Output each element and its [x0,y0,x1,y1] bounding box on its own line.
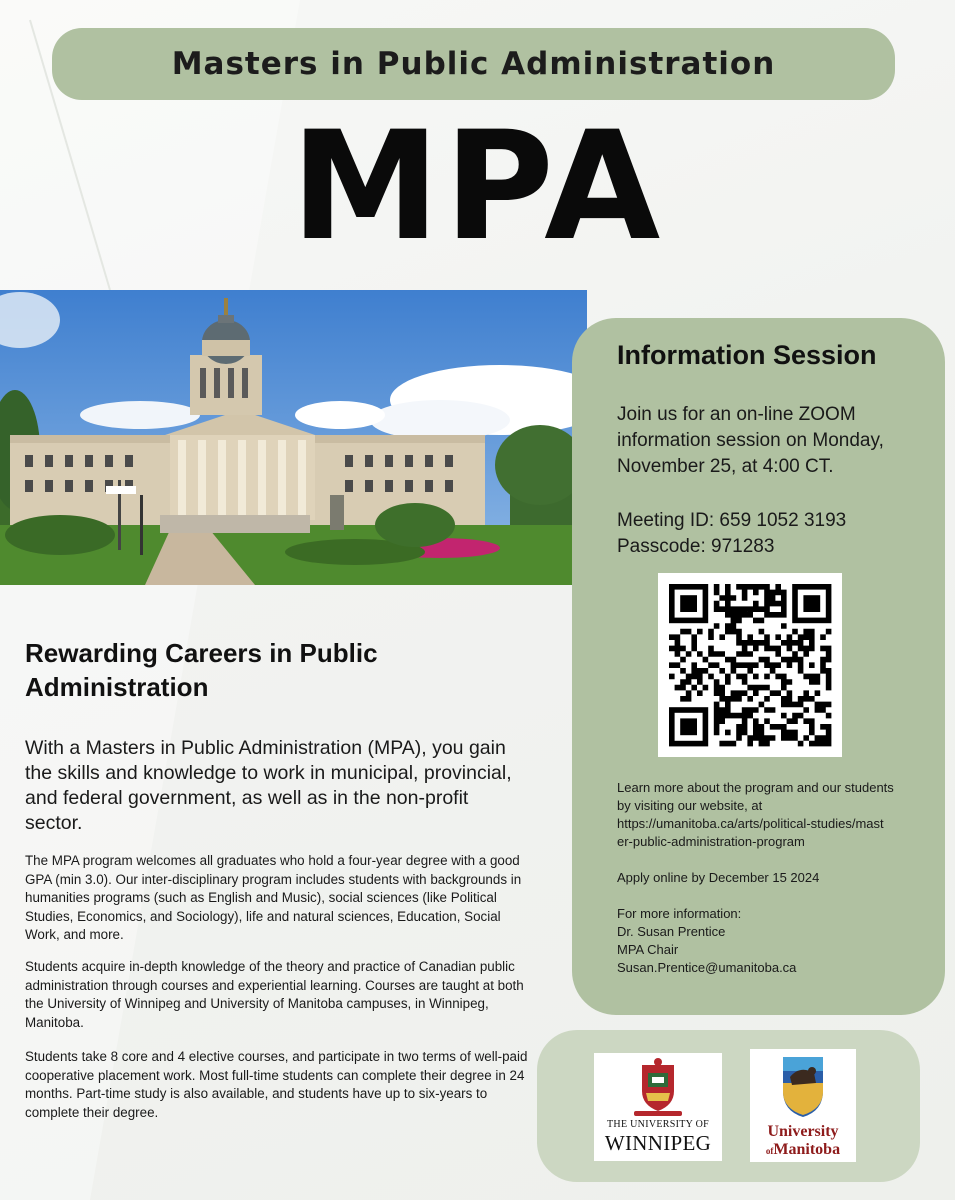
info-contact-block [617,779,942,977]
qr-code[interactable] [658,573,842,757]
manitoba-bison-icon [750,1049,856,1121]
program-description-paragraph: The MPA program welcomes all graduates who hold a four-year degree with a good GPA (min 3.0). Our inter-disciplinary program includes students with backgrounds in humanities programs (such as English and Music), social sciences (like Political Studies, Economics, and Sociology), life and natural sciences, Education, Social Work, and more. [25,853,522,942]
university-of-manitoba-logo [750,1049,856,1162]
careers-lead-paragraph: With a Masters in Public Administration (MPA), you gain the skills and knowledge to work in municipal, provincial, and federal government, as well as in the non-profit sector. [25,737,512,834]
program-banner [52,28,895,100]
contact-email-link[interactable]: Susan.Prentice@umanitoba.ca [617,960,797,975]
passcode: Passcode: 971283 [617,536,775,557]
contact-name: Dr. Susan Prentice [617,924,726,939]
manitoba-logo-line2 [750,1141,856,1159]
program-name: Masters in Public Administration [171,46,776,82]
legislative-building-photo [0,290,587,585]
program-website-link[interactable]: er-public-administration-program [617,834,805,849]
manitoba-logo-line1: University [767,1123,839,1140]
session-details: Join us for an on-line ZOOM information session on Monday, November 25, at 4:00 CT. [617,404,884,477]
info-session-panel [572,318,945,1015]
meeting-id: Meeting ID: 659 1052 3193 [617,510,847,531]
contact-role: MPA Chair [617,942,679,957]
university-of-winnipeg-logo [594,1053,722,1161]
program-website-link[interactable]: https://umanitoba.ca/arts/political-studies/mast [617,816,884,831]
contact-label: For more information: [617,906,742,921]
winnipeg-logo-line2: WINNIPEG [604,1131,712,1155]
winnipeg-logo-line1: THE UNIVERSITY OF [607,1119,709,1130]
curriculum-paragraph: Students acquire in-depth knowledge of the theory and practice of Canadian public administration through courses and experiential learning. Courses are taught at both the University of Winnipeg and University of Manitoba campuses, in Winnipeg, Manitoba. [25,959,524,1030]
application-deadline: Apply online by December 15 2024 [617,870,820,885]
learn-more-line: by visiting our website, at [617,798,763,813]
university-logos-panel [537,1030,920,1182]
course-structure-paragraph: Students take 8 core and 4 elective courses, and participate in two terms of well-paid cooperative placement work. Most full-time students can complete their degree in 24 months. Part-time study is also available, and students have up to six-years to complete their degree. [25,1049,528,1120]
winnipeg-crest-icon [594,1053,722,1119]
careers-heading: Rewarding Careers in Public Administration [25,638,378,702]
manitoba-logo-name: Manitoba [773,1141,841,1158]
page-title: MPA [290,100,665,274]
learn-more-line: Learn more about the program and our students [617,780,894,795]
info-session-title: Information Session [617,340,877,370]
meeting-credentials [617,508,846,560]
manitoba-logo-of: of [765,1146,774,1156]
